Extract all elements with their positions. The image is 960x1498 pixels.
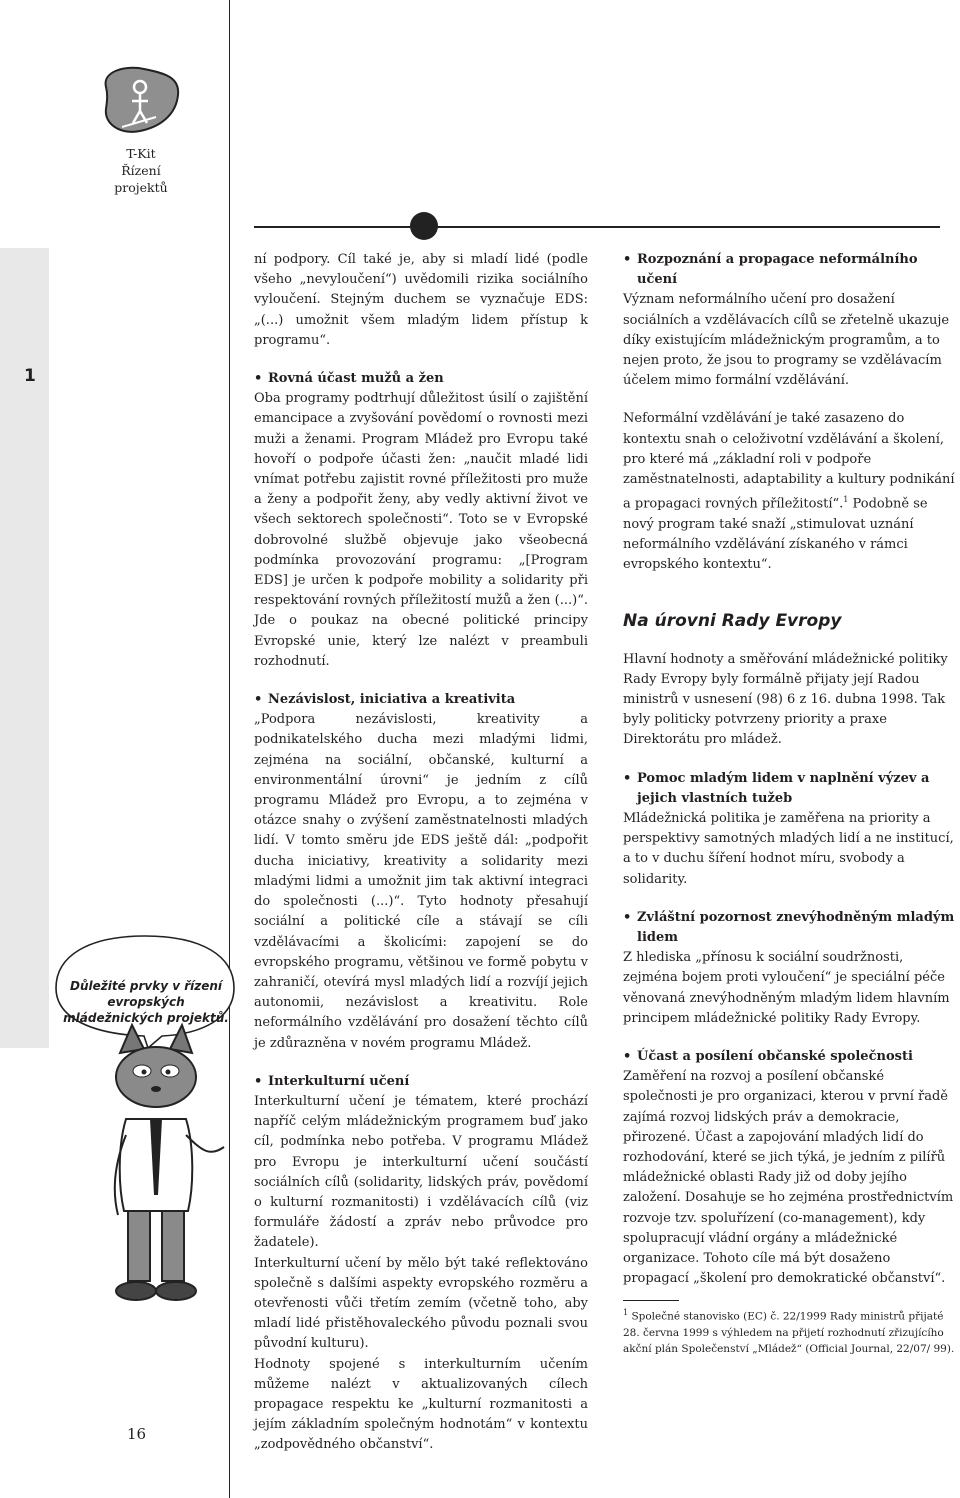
heading-disadvantaged: • Zvláštní pozornost znevýhodněným mladým lidem [623, 909, 955, 946]
section-title: Na úrovni Rady Evropy [623, 611, 842, 632]
paragraph-equal-participation: Oba programy podtrhují důležitost úsilí o zajištění emancipace a zvyšování povědomí o rovnosti mezi muži a ženami. Program Mládež pro Evropu také hovoří o podpoře účasti žen: „naučit mladé lidi vnímat potřebu zajistit rovné příležitosti pro muže a ženy a podpořit ženy, aby vedly aktivní život ve všech sektorech společnosti“. Toto se v Evropské dobrovolné službě objevuje jako všeobecná podmínka provozování programu: „[Program EDS] je určen k podpoře mobility a solidarity při respektování rovných příležitostí mužů a žen (...)“. Jde o poukaz na obecné politické principy Evropské unie, který lze nalézt v preambuli rozhodnutí. [254, 391, 588, 669]
paragraph-independence: „Podpora nezávislosti, kreativity a podnikatelského ducha mezi mladými lidmi, zejména na sociální, občanské, kulturní a environmentální úrovni“ je jedním z cílů programu Mládež pro Evropu, a to zejména v otázce snahy o zvýšení zaměstnatelnosti mladých lidí. V tomto směru jde EDS ještě dál: „podpořit ducha iniciativy, kreativity a solidarity mezi mladými lidmi a umožnit jim tak aktivní integraci do společnosti (...)“. Tyto hodnoty přesahují sociální a politické cíle a stávají se cíli vzdělávacími a školicími: zapojení se do evropského programu, většinou ve formě pobytu v zahraničí, otevírá mysl mladých lidí a rozvíjí jejich autonomii, nezávislost a kreativitu. Role neformálního vzdělávání pro dosažení těchto cílů je zdůrazněna v novém programu Mládež. [254, 712, 588, 1051]
paragraph-nonformal-1: Význam neformálního učení pro dosažení sociálních a vzdělávacích cílů se zřetelně ukazuje díky existujícím mládežnickým programům, a to nejen proto, že jsou to programy se vzdělávacím účelem mimo formální vzdělávání. [623, 292, 950, 389]
heading-equal-participation: • Rovná účast mužů a žen [254, 369, 588, 389]
footnote-rule [623, 1300, 679, 1301]
margin-divider [229, 0, 230, 1498]
footnote-text: $^1$ Společné stanovisko (EC) č. 22/1999 Rady ministrů přijaté 28. června 1999 s výhledem na přijetí rozhodnutí zřizujícího akční plán Společenství „Mládež“ (Official Journal, 22/07/ 99). [623, 1308, 955, 1355]
left-column [254, 250, 588, 1456]
series-line-2: Řízení [121, 163, 161, 178]
bullet-icon: • [623, 1049, 632, 1065]
intro-paragraph: ní podpory. Cíl také je, aby si mladí lidé (podle všeho „nevyloučení“) uvědomili rizika sociálního vyloučení. Stejným duchem se vyznačuje EDS: „(...) umožnit všem mladým lidem přístup k programu“. [254, 252, 588, 348]
series-line-1: T-Kit [126, 146, 156, 161]
chapter-number: 1 [24, 366, 36, 386]
cat-mascot-illustration [78, 1015, 228, 1315]
heading-independence: • Nezávislost, iniciativa a kreativita [254, 690, 588, 710]
paragraph-civil-society: Zaměření na rozvoj a posílení občanské společnosti je pro organizaci, kterou v první řadě zajímá rozvoj lidských práv a demokracie, přirozené. Účast a zapojování mladých lidí do rozhodování, které se jich týká, je jedním z pilířů mládežnické oblasti Rady již od doby jejího založení. Dosahuje se ho zejména prostřednictvím rozvoje tzv. spoluřízení (co-management), kdy spolupracují vládní orgány a mládežnické organizace. Tohoto cíle má být dosaženo propagací „školení pro demokratické občanství“. [623, 1069, 954, 1287]
tkit-logo [100, 65, 182, 137]
bullet-icon: • [254, 692, 263, 708]
bullet-icon: • [623, 252, 632, 267]
bullet-icon: • [623, 909, 632, 925]
paragraph-nonformal-2: Neformální vzdělávání je také zasazeno do kontextu snah o celoživotní vzdělávání a školení, pro které má „základní roli v podpoře zaměstnatelnosti, adaptability a kultury podnikání a propagaci rovných příležitostí“.$^1$ Podobně se nový program také snaží „stimulovat uznání neformálního vzdělávání získaného v rámci evropského kontextu“. [623, 411, 955, 573]
paragraph-intercultural-1: Interkulturní učení je tématem, které prochází napříč celým mládežnickým programem buď jako cíl, podmínka nebo potřeba. V programu Mládež pro Evropu je interkulturní učení součástí sociálních cílů (solidarity, lidských práv, povědomí o kulturní rozmanitosti) i vzdělávacích cílů (viz formuláře žádostí a zpráv nebo průvodce pro žadatele). [254, 1093, 588, 1251]
footnote-block [623, 1300, 957, 1357]
header-rule [254, 226, 940, 228]
footnote-mark: 1 [623, 1308, 629, 1317]
bullet-icon: • [254, 371, 263, 387]
series-line-3: projektů [114, 180, 168, 195]
heading-youth-challenges: • Pomoc mladým lidem v naplnění výzev a jejich vlastních tužeb [623, 770, 930, 806]
heading-nonformal: • Rozpoznání a propagace neformálního učení [623, 252, 918, 288]
paragraph-intercultural-3: Hodnoty spojené s interkulturním učením můžeme nalézt v aktualizovaných cílech propagace respektu ke „kulturní rozmanitosti a jejím základním společným hodnotám“ v kontextu „zodpovědného občanství“. [254, 1356, 588, 1453]
bullet-icon: • [254, 1073, 263, 1089]
bullet-icon: • [623, 770, 632, 786]
series-title [96, 145, 186, 196]
paragraph-intercultural-2: Interkulturní učení by mělo být také reflektováno společně s dalšími aspekty evropského rozměru a otevřenosti vůči třetím zemím (včetně toho, aby mladí lidé přistěhovaleckého původu poznali svou původní kulturu). [254, 1255, 588, 1352]
paragraph-council-of-europe: Hlavní hodnoty a směřování mládežnické politiky Rady Evropy byly formálně přijaty její Radou ministrů v usnesení (98) 6 z 16. dubna 1998. Tak byly politicky potvrzeny priority a praxe Direktorátu pro mládež. [623, 651, 948, 748]
footnote-ref: 1 [843, 495, 849, 505]
page-number: 16 [127, 1425, 147, 1443]
right-column [623, 250, 957, 1289]
heading-intercultural: • Interkulturní učení [254, 1072, 588, 1092]
heading-civil-society: • Účast a posílení občanské společnosti [623, 1047, 957, 1067]
paragraph-disadvantaged: Z hlediska „přínosu k sociální soudržnosti, zejména bojem proti vyloučení“ je speciální péče věnovaná znevýhodněným mladým lidem hlavním principem mládežnické politiky Rady Evropy. [623, 950, 950, 1026]
header-ball [410, 212, 438, 240]
paragraph-youth-challenges: Mládežnická politika je zaměřena na priority a perspektivy samotných mladých lidí a ne institucí, a to v duchu šíření hodnot míru, svobody a solidarity. [623, 811, 954, 887]
bubble-text: Důležité prvky v řízení evropských mládežnických projektů. [63, 979, 229, 1025]
